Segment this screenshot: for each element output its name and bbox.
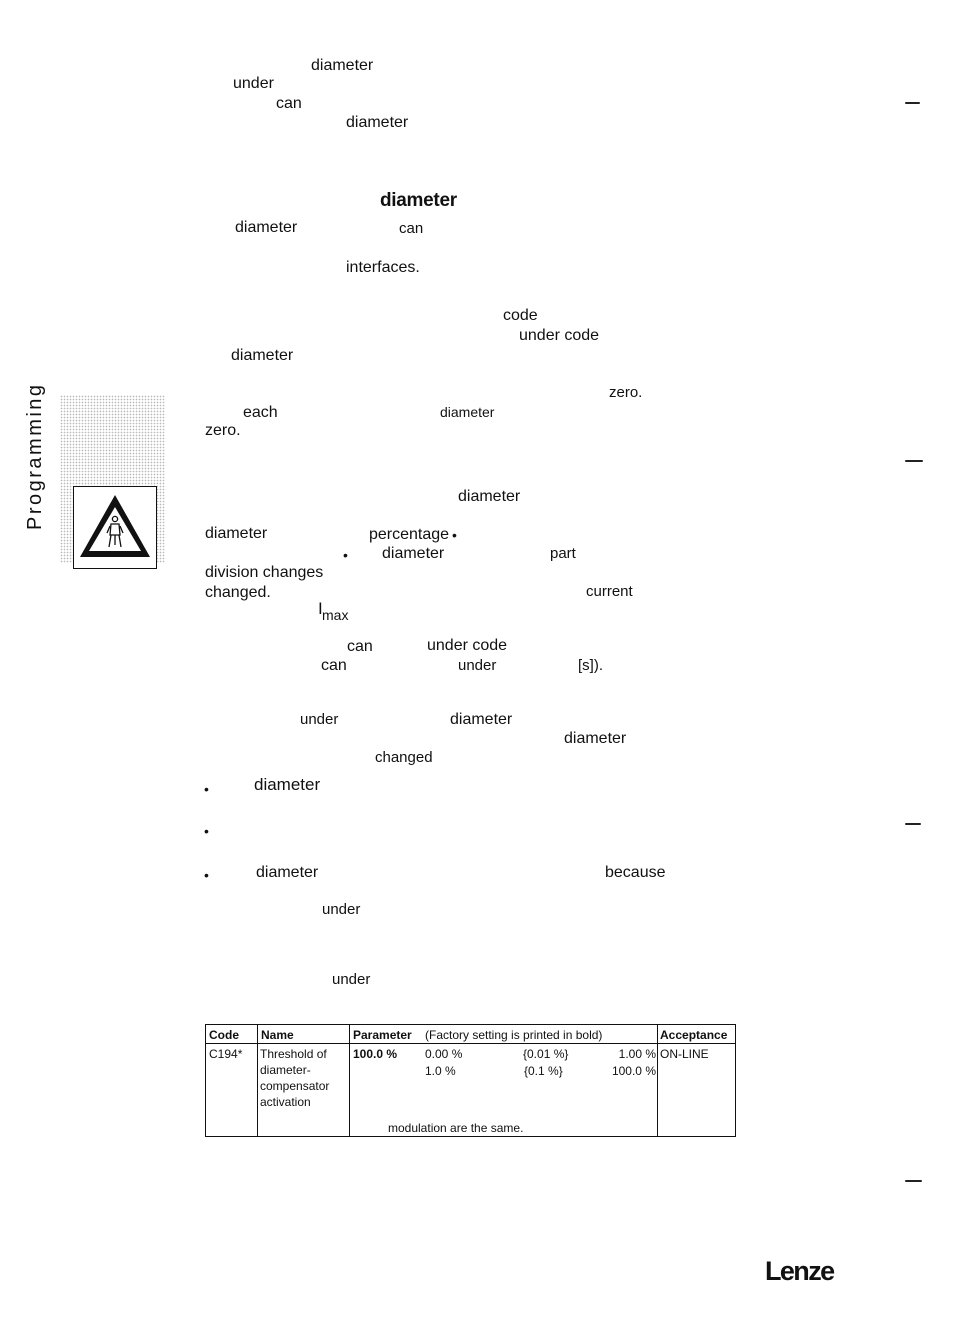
text-word: diameter [256, 864, 319, 881]
text-word: zero. [609, 384, 643, 401]
margin-mark [905, 1180, 922, 1182]
cell-acceptance: ON-LINE [660, 1047, 709, 1061]
section-heading: diameter [380, 190, 457, 211]
text-subscript: max [322, 607, 349, 623]
list-bullet: • [204, 781, 209, 797]
text-word: diameter [205, 525, 268, 542]
text-word: [s]). [578, 657, 603, 674]
text-word: diameter [311, 57, 374, 74]
text-word: under code [519, 327, 600, 344]
cell-range-max: 100.0 % [611, 1064, 656, 1078]
column-divider [257, 1025, 258, 1136]
column-header-name: Name [261, 1028, 294, 1042]
text-word: interfaces. [346, 259, 420, 276]
text-word: each [243, 404, 278, 421]
text-word: diameter [235, 219, 298, 236]
warning-box [73, 486, 157, 569]
column-divider [349, 1025, 350, 1136]
text-word: diameter [564, 730, 627, 747]
text-word: percentage [369, 526, 450, 543]
text-word: code [503, 307, 538, 324]
margin-mark [905, 102, 920, 104]
text-word: diameter [382, 545, 445, 562]
bullet-mark: • [452, 527, 457, 543]
margin-mark [905, 460, 923, 462]
text-word: diameter [346, 114, 409, 131]
text-word: under code [427, 637, 508, 654]
text-word: changed [375, 749, 433, 766]
text-word: division changes [205, 564, 324, 581]
cell-default-value: 100.0 % [353, 1047, 398, 1061]
bullet-mark: • [343, 547, 348, 563]
text-word: under [332, 971, 371, 988]
lenze-logo: Lenze [765, 1256, 834, 1286]
text-word: diameter [231, 347, 294, 364]
column-header-parameter-note: (Factory setting is printed in bold) [425, 1028, 603, 1042]
column-header-parameter: Parameter [353, 1028, 412, 1042]
side-tab-label: Programming [24, 382, 46, 530]
cell-range-step: {0.01 %} [523, 1047, 569, 1061]
column-divider [657, 1025, 658, 1136]
text-word: changed. [205, 584, 271, 601]
text-word: diameter [450, 711, 513, 728]
cell-range-step: {0.1 %} [524, 1064, 563, 1078]
text-word: can [399, 220, 424, 237]
column-header-code: Code [209, 1028, 239, 1042]
list-bullet: • [204, 867, 209, 883]
text-word: under [322, 901, 361, 918]
text-word: because [605, 864, 666, 881]
text-word: zero. [205, 422, 241, 439]
text-word: diameter [440, 404, 495, 420]
text-word: under [233, 75, 274, 92]
cell-range-min: 1.0 % [425, 1064, 456, 1078]
parameter-table [205, 1024, 736, 1137]
cell-name-line: Threshold of [260, 1047, 327, 1061]
text-word: current [586, 583, 633, 600]
text-word: can [347, 638, 373, 655]
cell-range-min: 0.00 % [425, 1047, 463, 1061]
table-header-divider [206, 1043, 735, 1044]
text-word: part [550, 545, 576, 562]
text-word: diameter [458, 488, 521, 505]
cell-name-line: compensator [260, 1079, 330, 1093]
list-bullet: • [204, 823, 209, 839]
cell-note: modulation are the same. [388, 1121, 524, 1135]
cell-name-line: activation [260, 1095, 311, 1109]
text-word: can [276, 95, 302, 112]
margin-mark [905, 823, 921, 825]
text-word: can [321, 657, 347, 674]
cell-name-line: diameter- [260, 1063, 311, 1077]
cell-code: C194* [209, 1047, 243, 1061]
text-word: diameter [254, 775, 321, 794]
text-symbol: I [318, 599, 323, 618]
cell-range-max: 1.00 % [618, 1047, 656, 1061]
column-header-acceptance: Acceptance [660, 1028, 728, 1042]
warning-triangle-icon [74, 487, 156, 568]
text-word: under [300, 711, 339, 728]
text-word: under [458, 657, 497, 674]
